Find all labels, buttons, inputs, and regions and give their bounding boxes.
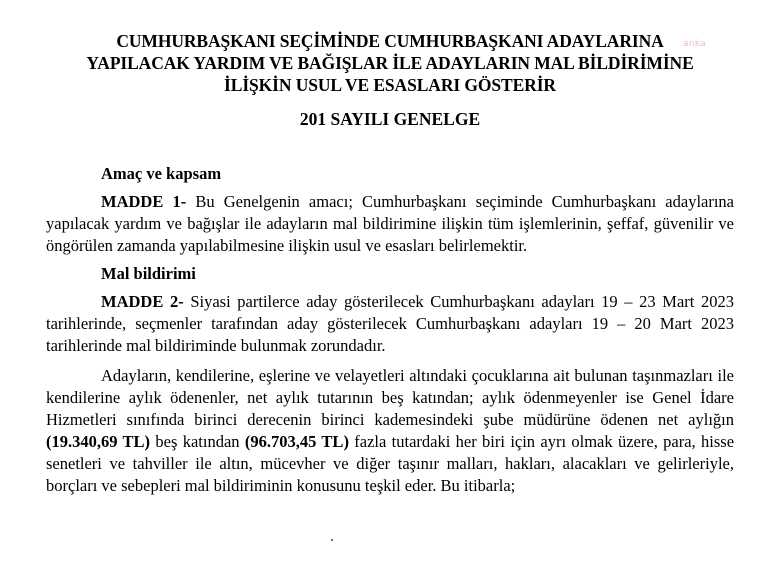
section-heading-purpose: Amaç ve kapsam [101,164,222,183]
article-2-paragraph [46,291,734,357]
paragraph-text-part-2: beş katından [150,432,245,451]
article-1-text: Bu Genelgenin amacı; Cumhurbaşkanı seçiminde Cumhurbaşkanı adaylarına yapılacak yardım ve bağışlar ile adayların mal bildirimine ilişkin tüm işlemlerinin, şeffaf, güvenilir ve öngörülen zamanda yapılabilmesine ilişkin usul ve esasları belirlemektir. [46,192,735,255]
document-subtitle: 201 SAYILI GENELGE [299,109,481,129]
paragraph-text-part-1: Adayların, kendilerine, eşlerine ve velayetleri altındaki çocuklarına ait bulunan taşınmazları ile kendilerine aylık ödenenler, net aylık tutarının beş katından; aylık ödenmeyenler ise Genel İdare Hizmetleri sınıfında birinci derecenin birinci kademesindeki şube müdürüne ödenen net aylığın [46,366,734,429]
section-heading-asset-declaration: Mal bildirimi [101,264,196,283]
article-2-paragraph-2 [46,365,734,497]
article-1-paragraph [46,191,734,257]
article-2-text: Siyasi partilerce aday gösterilecek Cumhurbaşkanı adayları 19 – 23 Mart 2023 tarihlerinde, seçmenler tarafından aday gösterilecek Cumhurbaşkanı adayları 19 – 20 Mart 2023 tarihlerinde mal bildiriminde bulunmak zorundadır. [46,292,734,355]
title-line-3: İLİŞKİN USUL VE ESASLARI GÖSTERİR [224,75,556,95]
amount-five-times: (96.703,45 TL) [244,432,349,451]
title-line-1: CUMHURBAŞKANI SEÇİMİNDE CUMHURBAŞKANI ADAYLARINA [116,31,664,51]
title-line-2: YAPILACAK YARDIM VE BAĞIŞLAR İLE ADAYLARIN MAL BİLDİRİMİNE [86,53,694,73]
document-title [46,30,734,96]
stray-mark [331,539,333,541]
paragraph-text-part-3: fazla tutardaki her biri için ayrı olmak üzere, para, hisse senetleri ve tahviller ile altın, mücevher ve diğer taşınır malları, hakları, alacakları ve gelirleriyle, borçları ve sebepleri mal bildiriminin konusunu teşkil eder. Bu itibarla; [46,432,735,495]
article-1-label: MADDE 1- [101,192,187,211]
watermark-logo: anka [683,39,706,49]
document-page [46,30,734,497]
amount-net-salary: (19.340,69 TL) [46,432,151,451]
article-2-label: MADDE 2- [101,292,184,311]
